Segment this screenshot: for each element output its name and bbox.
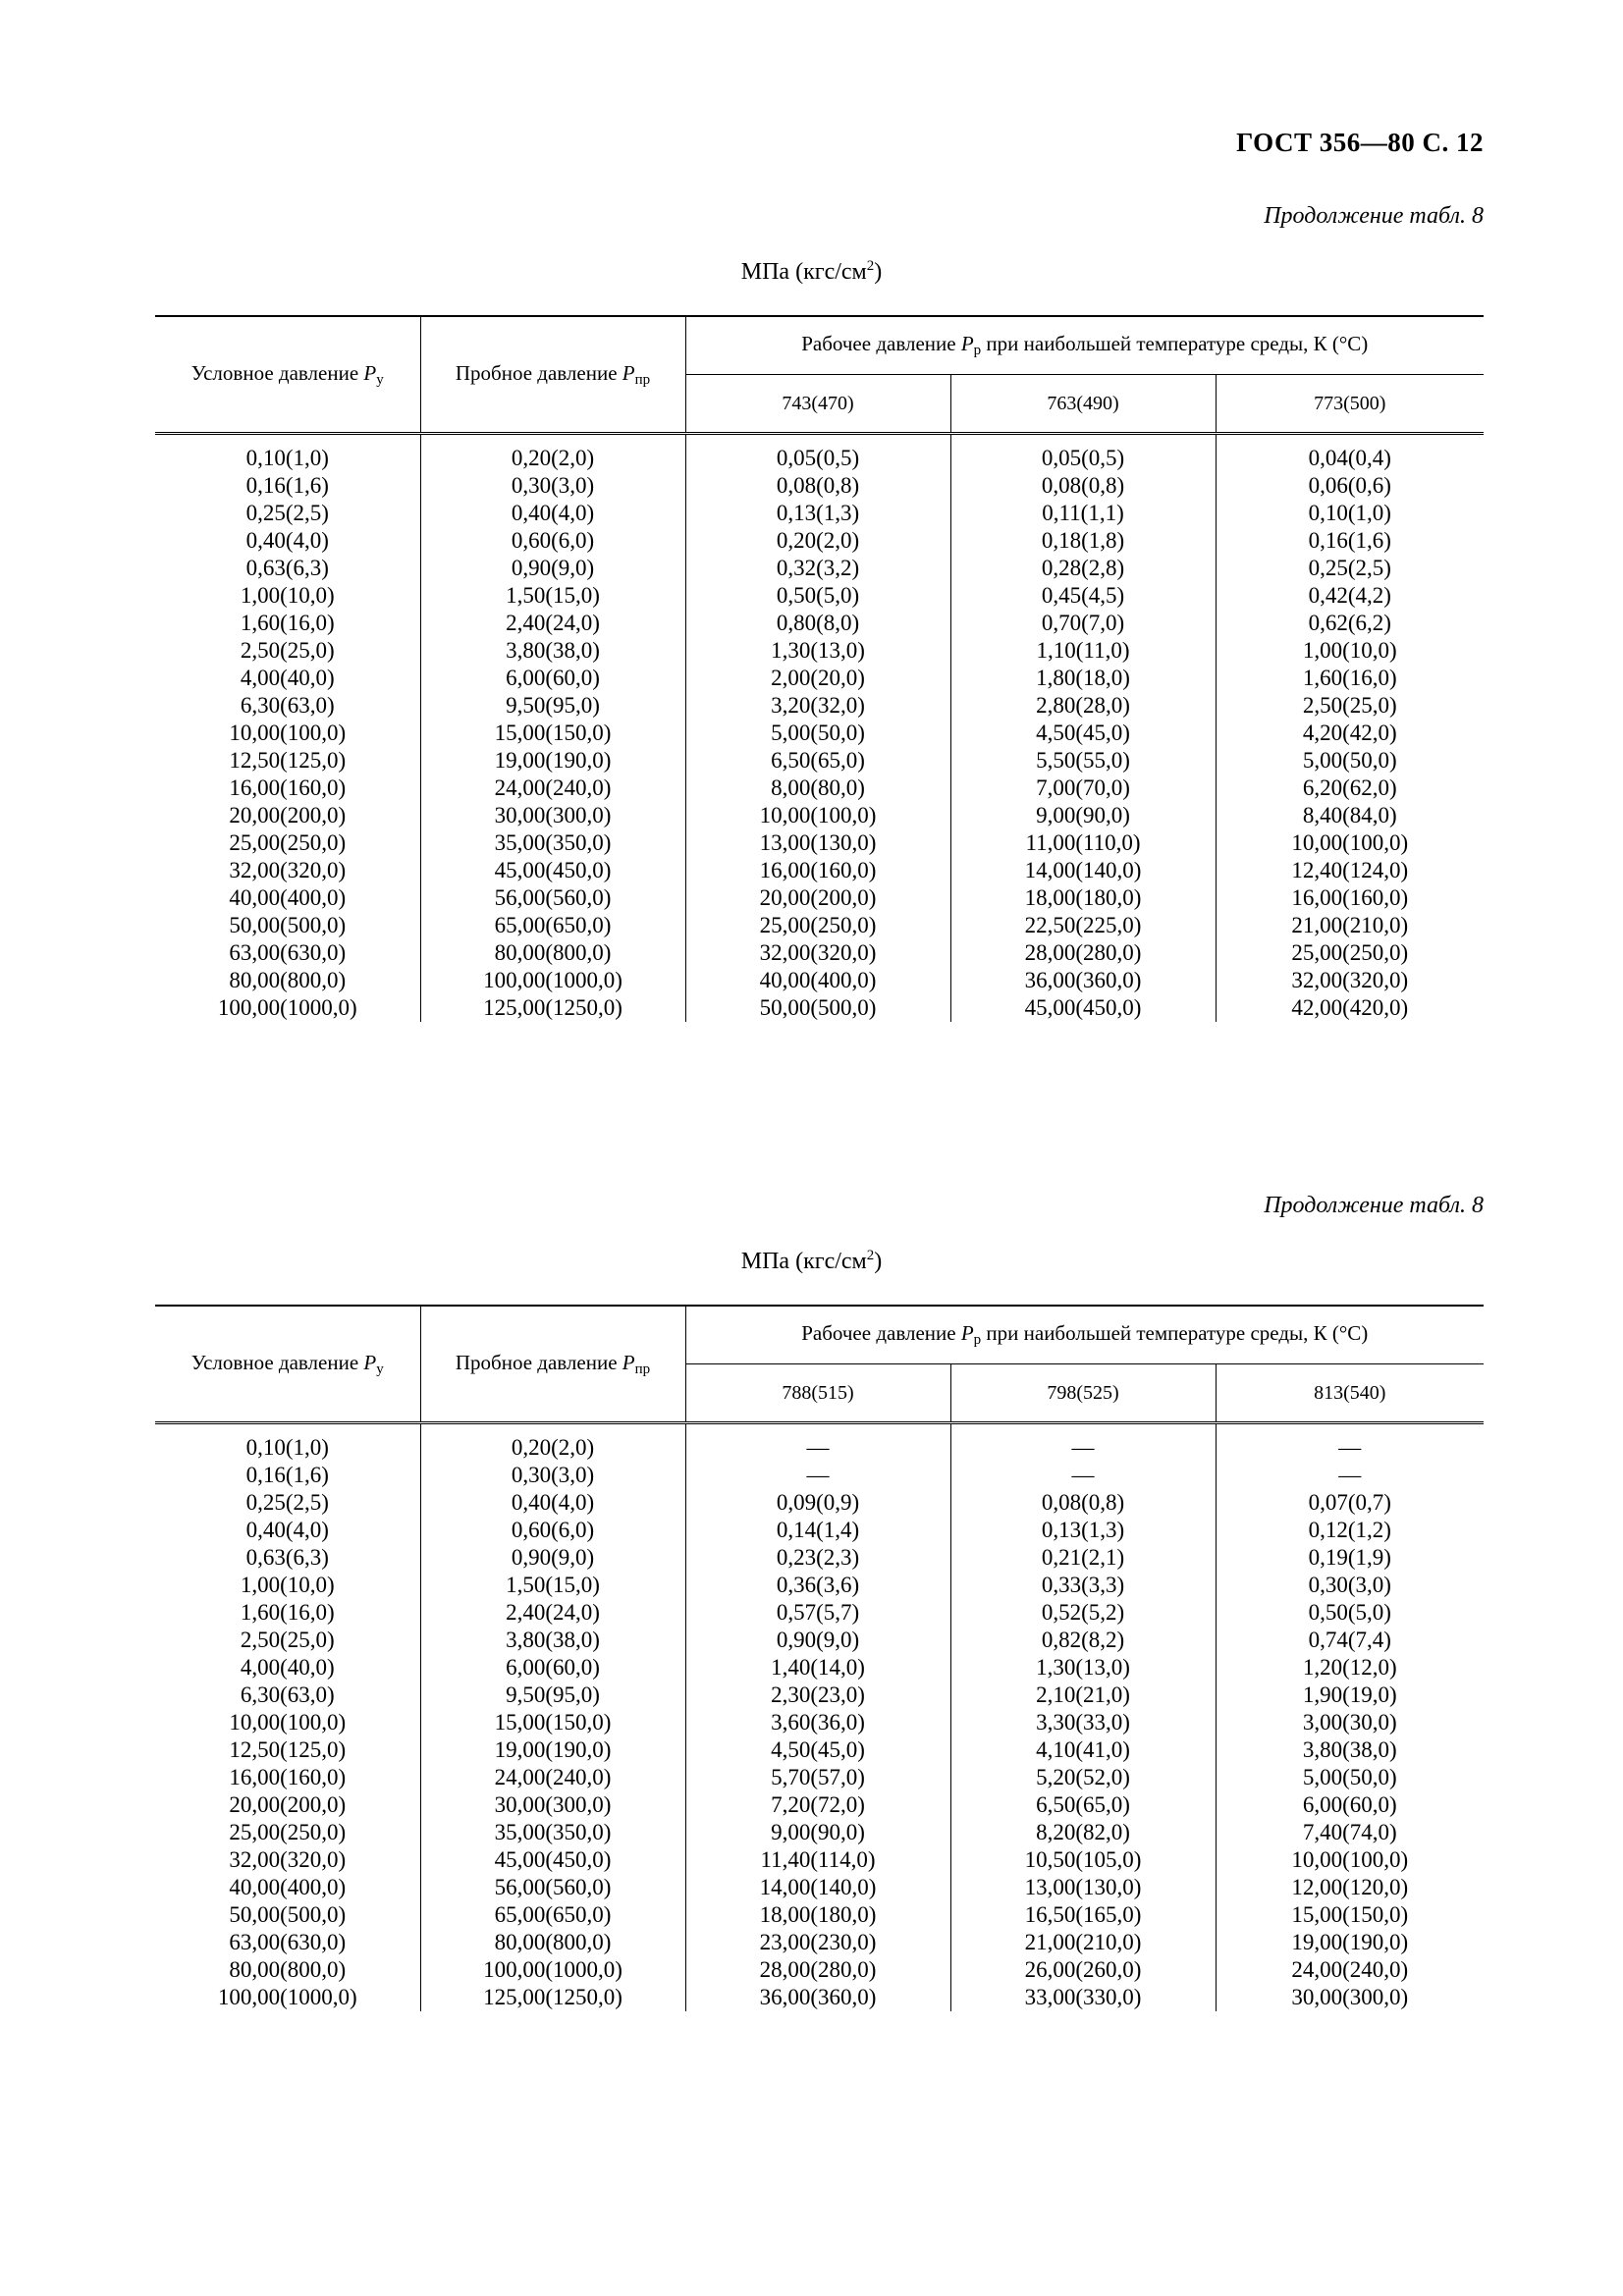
table-cell: 25,00(250,0) — [1216, 939, 1484, 967]
table-cell: 0,21(2,1) — [950, 1544, 1216, 1572]
table-cell: 0,10(1,0) — [1216, 500, 1484, 527]
table-cell: 0,40(4,0) — [420, 1489, 685, 1517]
table-cell: 0,16(1,6) — [1216, 527, 1484, 555]
table-cell: 28,00(280,0) — [685, 1956, 950, 1984]
table-cell: 12,50(125,0) — [229, 1737, 347, 1762]
table-cell: 0,08(0,8) — [685, 472, 950, 500]
table-cell: 45,00(450,0) — [420, 857, 685, 884]
table-cell: 10,50(105,0) — [950, 1846, 1216, 1874]
header-test-pressure: Пробное давление $P_{пр}$ — [420, 1306, 685, 1423]
table-cell: 0,19(1,9) — [1216, 1544, 1484, 1572]
table-cell: 5,00(50,0) — [1216, 747, 1484, 774]
table-cell: 20,00(200,0) — [685, 884, 950, 912]
table-cell: 1,60(16,0) — [240, 1600, 335, 1625]
table-cell: 80,00(800,0) — [229, 1957, 347, 1982]
table-body — [155, 1423, 1484, 2012]
table-cell: 10,00(100,0) — [229, 1710, 347, 1735]
table-cell: 0,70(7,0) — [950, 610, 1216, 637]
table-row — [155, 527, 1484, 555]
page-header: ГОСТ 356—80 С. 12 — [1236, 128, 1484, 157]
table-cell: 50,00(500,0) — [229, 913, 347, 937]
table-cell: 0,14(1,4) — [685, 1517, 950, 1544]
table-row — [155, 884, 1484, 912]
table-cell: 100,00(1000,0) — [217, 995, 357, 1020]
table-cell: 6,50(65,0) — [685, 747, 950, 774]
table-body — [155, 434, 1484, 1023]
temp-column-header: 788(515) — [685, 1364, 950, 1423]
table-cell: 36,00(360,0) — [950, 967, 1216, 994]
table-cell: 15,00(150,0) — [420, 720, 685, 747]
table-cell: 63,00(630,0) — [229, 940, 347, 965]
table-cell: 4,50(45,0) — [685, 1736, 950, 1764]
header-nominal-pressure: Условное давление $P_у$ — [155, 1306, 420, 1423]
table-cell: 2,30(23,0) — [685, 1682, 950, 1709]
table-cell: 6,00(60,0) — [420, 665, 685, 692]
temp-column-header: 763(490) — [950, 375, 1216, 434]
table-cell: 0,05(0,5) — [685, 434, 950, 473]
table-cell: 32,00(320,0) — [229, 1847, 347, 1872]
table-cell: 6,50(65,0) — [950, 1791, 1216, 1819]
table-cell: 9,50(95,0) — [420, 692, 685, 720]
table-cell: 15,00(150,0) — [1216, 1901, 1484, 1929]
table-cell: 3,00(30,0) — [1216, 1709, 1484, 1736]
table-cell: 1,30(13,0) — [950, 1654, 1216, 1682]
pressure-table-2 — [155, 1305, 1484, 2011]
table-cell: 3,80(38,0) — [420, 637, 685, 665]
continuation-note-2: Продолжение табл. 8 — [1264, 1193, 1484, 1218]
table-cell: 10,00(100,0) — [229, 721, 347, 745]
header-test-pressure: Пробное давление $P_{пр}$ — [420, 316, 685, 434]
table-cell: 2,80(28,0) — [950, 692, 1216, 720]
table-cell: 1,90(19,0) — [1216, 1682, 1484, 1709]
table-cell: 26,00(260,0) — [950, 1956, 1216, 1984]
table-cell: 0,08(0,8) — [950, 1489, 1216, 1517]
table-cell: 12,40(124,0) — [1216, 857, 1484, 884]
table-cell: 0,74(7,4) — [1216, 1627, 1484, 1654]
table-cell: 0,20(2,0) — [420, 1423, 685, 1463]
header-working-pressure: Рабочее давление $P_р$ при наибольшей температуре среды, К (°С) — [685, 316, 1484, 375]
table-row — [155, 1462, 1484, 1489]
table-cell: 0,09(0,9) — [685, 1489, 950, 1517]
table-cell: 0,12(1,2) — [1216, 1517, 1484, 1544]
table-cell: 56,00(560,0) — [420, 884, 685, 912]
table-cell: 19,00(190,0) — [1216, 1929, 1484, 1956]
table-row — [155, 610, 1484, 637]
table-cell: 0,25(2,5) — [245, 1490, 329, 1515]
temp-column-header: 743(470) — [685, 375, 950, 434]
table-row — [155, 1544, 1484, 1572]
table-cell: 3,60(36,0) — [685, 1709, 950, 1736]
table-cell: 14,00(140,0) — [685, 1874, 950, 1901]
table-cell: 16,00(160,0) — [1216, 884, 1484, 912]
table-cell: 0,25(2,5) — [1216, 555, 1484, 582]
table-cell: 1,10(11,0) — [950, 637, 1216, 665]
table-cell: 32,00(320,0) — [685, 939, 950, 967]
table-cell: 35,00(350,0) — [420, 829, 685, 857]
table-cell: 25,00(250,0) — [229, 830, 347, 855]
table-cell: 0,08(0,8) — [950, 472, 1216, 500]
table-cell: 5,50(55,0) — [950, 747, 1216, 774]
table-cell: 0,06(0,6) — [1216, 472, 1484, 500]
table-cell: 21,00(210,0) — [950, 1929, 1216, 1956]
table-cell: 0,90(9,0) — [420, 1544, 685, 1572]
table-cell: 40,00(400,0) — [229, 885, 347, 910]
table-row — [155, 720, 1484, 747]
table-cell: 0,57(5,7) — [685, 1599, 950, 1627]
table-cell: 0,90(9,0) — [420, 555, 685, 582]
table-cell: 2,50(25,0) — [240, 1628, 335, 1652]
table-cell: 125,00(1250,0) — [420, 1984, 685, 2011]
table-row — [155, 747, 1484, 774]
table-cell: 4,00(40,0) — [240, 666, 335, 690]
table-cell: 1,50(15,0) — [420, 582, 685, 610]
table-cell: 24,00(240,0) — [1216, 1956, 1484, 1984]
table-cell: 0,33(3,3) — [950, 1572, 1216, 1599]
table-row — [155, 1709, 1484, 1736]
table-cell: 50,00(500,0) — [229, 1902, 347, 1927]
table-cell: 30,00(300,0) — [1216, 1984, 1484, 2011]
table-cell: 50,00(500,0) — [685, 994, 950, 1022]
table-cell: 4,50(45,0) — [950, 720, 1216, 747]
table-cell: 10,00(100,0) — [1216, 829, 1484, 857]
table-cell: 0,32(3,2) — [685, 555, 950, 582]
table-cell: 6,20(62,0) — [1216, 774, 1484, 802]
table-cell: 8,00(80,0) — [685, 774, 950, 802]
table-cell: 9,00(90,0) — [950, 802, 1216, 829]
table-row — [155, 994, 1484, 1022]
table-cell: 13,00(130,0) — [950, 1874, 1216, 1901]
table-cell: 2,50(25,0) — [240, 638, 335, 663]
table-cell: 33,00(330,0) — [950, 1984, 1216, 2011]
table-cell: 7,00(70,0) — [950, 774, 1216, 802]
table-cell: 65,00(650,0) — [420, 1901, 685, 1929]
table-cell: 100,00(1000,0) — [217, 1985, 357, 2009]
table-cell: 0,20(2,0) — [685, 527, 950, 555]
table-cell: 2,40(24,0) — [420, 610, 685, 637]
table-cell: 7,20(72,0) — [685, 1791, 950, 1819]
table-row — [155, 1819, 1484, 1846]
table-cell: 28,00(280,0) — [950, 939, 1216, 967]
table-cell: 1,50(15,0) — [420, 1572, 685, 1599]
table-row — [155, 829, 1484, 857]
table-cell: 0,60(6,0) — [420, 1517, 685, 1544]
table-cell: 5,00(50,0) — [1216, 1764, 1484, 1791]
table-cell: 0,10(1,0) — [245, 1435, 329, 1460]
temp-column-header: 773(500) — [1216, 375, 1484, 434]
table-cell: 45,00(450,0) — [420, 1846, 685, 1874]
table-cell: 42,00(420,0) — [1216, 994, 1484, 1022]
table-row — [155, 1929, 1484, 1956]
table-cell: 32,00(320,0) — [229, 858, 347, 882]
table-cell: 16,00(160,0) — [229, 775, 347, 800]
table-row — [155, 665, 1484, 692]
table-cell: 65,00(650,0) — [420, 912, 685, 939]
table-cell: 12,00(120,0) — [1216, 1874, 1484, 1901]
header-working-pressure: Рабочее давление $P_р$ при наибольшей температуре среды, К (°С) — [685, 1306, 1484, 1364]
table-cell: 36,00(360,0) — [685, 1984, 950, 2011]
table-cell: 25,00(250,0) — [229, 1820, 347, 1844]
table-cell: 63,00(630,0) — [229, 1930, 347, 1954]
table-cell: 0,30(3,0) — [420, 1462, 685, 1489]
table-row — [155, 1984, 1484, 2011]
table-cell: 0,13(1,3) — [685, 500, 950, 527]
table-cell: 20,00(200,0) — [229, 1792, 347, 1817]
table-row — [155, 967, 1484, 994]
table-row — [155, 774, 1484, 802]
table-row — [155, 1874, 1484, 1901]
table-cell: 0,20(2,0) — [420, 434, 685, 473]
table-cell: 16,50(165,0) — [950, 1901, 1216, 1929]
table-cell: 13,00(130,0) — [685, 829, 950, 857]
table-cell: 15,00(150,0) — [420, 1709, 685, 1736]
table-cell: 125,00(1250,0) — [420, 994, 685, 1022]
table-cell: 56,00(560,0) — [420, 1874, 685, 1901]
table-row — [155, 1599, 1484, 1627]
table-cell: 0,07(0,7) — [1216, 1489, 1484, 1517]
table-cell: 9,50(95,0) — [420, 1682, 685, 1709]
table-row — [155, 1846, 1484, 1874]
header-nominal-pressure: Условное давление $P_у$ — [155, 316, 420, 434]
table-cell: 2,40(24,0) — [420, 1599, 685, 1627]
table-row — [155, 1572, 1484, 1599]
table-cell: 0,05(0,5) — [950, 434, 1216, 473]
table-cell: — — [950, 1423, 1216, 1463]
table-cell: — — [950, 1462, 1216, 1489]
table-cell: 40,00(400,0) — [685, 967, 950, 994]
table-row — [155, 582, 1484, 610]
table-cell: 0,90(9,0) — [685, 1627, 950, 1654]
table-row — [155, 500, 1484, 527]
table-cell: 45,00(450,0) — [950, 994, 1216, 1022]
table-row — [155, 472, 1484, 500]
table-cell: 5,00(50,0) — [685, 720, 950, 747]
table-cell: 0,16(1,6) — [245, 1463, 329, 1487]
table-cell: 21,00(210,0) — [1216, 912, 1484, 939]
table-row — [155, 434, 1484, 473]
table-cell: 1,00(10,0) — [240, 583, 335, 608]
table-cell: 35,00(350,0) — [420, 1819, 685, 1846]
table-cell: — — [1216, 1462, 1484, 1489]
units-label-1: МПа $(кгс/см^2)$ — [740, 258, 883, 285]
table-cell: 1,20(12,0) — [1216, 1654, 1484, 1682]
table-row — [155, 555, 1484, 582]
pressure-table-1 — [155, 315, 1484, 1022]
table-row — [155, 857, 1484, 884]
table-cell: 0,62(6,2) — [1216, 610, 1484, 637]
table-cell: 0,82(8,2) — [950, 1627, 1216, 1654]
table-cell: 0,42(4,2) — [1216, 582, 1484, 610]
table-cell: — — [685, 1423, 950, 1463]
table-cell: 9,00(90,0) — [685, 1819, 950, 1846]
table-cell: 0,63(6,3) — [245, 1545, 329, 1570]
table-cell: 1,00(10,0) — [240, 1573, 335, 1597]
table-cell: 19,00(190,0) — [420, 1736, 685, 1764]
table-cell: 0,28(2,8) — [950, 555, 1216, 582]
table-cell: 10,00(100,0) — [685, 802, 950, 829]
table-cell: 0,11(1,1) — [950, 500, 1216, 527]
table-row — [155, 1901, 1484, 1929]
table-cell: 0,16(1,6) — [245, 473, 329, 498]
table-cell: 0,13(1,3) — [950, 1517, 1216, 1544]
table-cell: 0,04(0,4) — [1216, 434, 1484, 473]
table-cell: 6,30(63,0) — [240, 693, 335, 718]
table-cell: 2,50(25,0) — [1216, 692, 1484, 720]
table-cell: 7,40(74,0) — [1216, 1819, 1484, 1846]
table-cell: 80,00(800,0) — [420, 939, 685, 967]
table-cell: 0,63(6,3) — [245, 556, 329, 580]
table-row — [155, 1423, 1484, 1463]
table-cell: 11,00(110,0) — [950, 829, 1216, 857]
units-label-2: МПа $(кгс/см^2)$ — [740, 1248, 883, 1274]
table-cell: 5,20(52,0) — [950, 1764, 1216, 1791]
table-row — [155, 1517, 1484, 1544]
table-cell: 10,00(100,0) — [1216, 1846, 1484, 1874]
table-cell: 40,00(400,0) — [229, 1875, 347, 1899]
table-cell: 12,50(125,0) — [229, 748, 347, 773]
table-row — [155, 1764, 1484, 1791]
table-cell: — — [1216, 1423, 1484, 1463]
table-row — [155, 1654, 1484, 1682]
table-cell: 100,00(1000,0) — [420, 1956, 685, 1984]
table-cell: 0,45(4,5) — [950, 582, 1216, 610]
table-cell: 6,00(60,0) — [420, 1654, 685, 1682]
table-row — [155, 637, 1484, 665]
table-cell: 0,10(1,0) — [245, 446, 329, 470]
table-row — [155, 802, 1484, 829]
table-row — [155, 1956, 1484, 1984]
table-cell: 4,20(42,0) — [1216, 720, 1484, 747]
table-cell: 4,00(40,0) — [240, 1655, 335, 1680]
temp-column-header: 798(525) — [950, 1364, 1216, 1423]
table-cell: 0,30(3,0) — [1216, 1572, 1484, 1599]
table-cell: 6,30(63,0) — [240, 1682, 335, 1707]
table-cell: 1,60(16,0) — [1216, 665, 1484, 692]
table-cell: 32,00(320,0) — [1216, 967, 1484, 994]
table-cell: 1,30(13,0) — [685, 637, 950, 665]
table-cell: 0,40(4,0) — [245, 1518, 329, 1542]
table-cell: 0,23(2,3) — [685, 1544, 950, 1572]
table-cell: 5,70(57,0) — [685, 1764, 950, 1791]
table-row — [155, 692, 1484, 720]
table-cell: 24,00(240,0) — [420, 1764, 685, 1791]
table-cell: 0,40(4,0) — [420, 500, 685, 527]
table-cell: 14,00(140,0) — [950, 857, 1216, 884]
table-cell: 0,36(3,6) — [685, 1572, 950, 1599]
table-row — [155, 939, 1484, 967]
table-row — [155, 1627, 1484, 1654]
table-cell: 0,18(1,8) — [950, 527, 1216, 555]
table-row — [155, 1489, 1484, 1517]
table-cell: 16,00(160,0) — [685, 857, 950, 884]
table-cell: 0,50(5,0) — [685, 582, 950, 610]
table-cell: 0,52(5,2) — [950, 1599, 1216, 1627]
table-cell: 0,25(2,5) — [245, 501, 329, 525]
table-cell: 18,00(180,0) — [685, 1901, 950, 1929]
temp-column-header: 813(540) — [1216, 1364, 1484, 1423]
table-cell: 19,00(190,0) — [420, 747, 685, 774]
table-cell: 0,80(8,0) — [685, 610, 950, 637]
table-cell: 0,30(3,0) — [420, 472, 685, 500]
table-cell: 0,60(6,0) — [420, 527, 685, 555]
table-cell: 3,30(33,0) — [950, 1709, 1216, 1736]
table-cell: 24,00(240,0) — [420, 774, 685, 802]
table-cell: 8,40(84,0) — [1216, 802, 1484, 829]
table-cell: 1,60(16,0) — [240, 611, 335, 635]
table-cell: 18,00(180,0) — [950, 884, 1216, 912]
table-cell: 30,00(300,0) — [420, 1791, 685, 1819]
table-cell: 1,80(18,0) — [950, 665, 1216, 692]
table-cell: 4,10(41,0) — [950, 1736, 1216, 1764]
table-cell: 22,50(225,0) — [950, 912, 1216, 939]
table-cell: 0,50(5,0) — [1216, 1599, 1484, 1627]
table-cell: 11,40(114,0) — [685, 1846, 950, 1874]
table-cell: 30,00(300,0) — [420, 802, 685, 829]
table-row — [155, 1682, 1484, 1709]
table-cell: 1,00(10,0) — [1216, 637, 1484, 665]
continuation-note-1: Продолжение табл. 8 — [1264, 203, 1484, 229]
table-row — [155, 1791, 1484, 1819]
table-cell: 80,00(800,0) — [229, 968, 347, 992]
table-cell: 0,40(4,0) — [245, 528, 329, 553]
table-cell: 3,20(32,0) — [685, 692, 950, 720]
table-cell: 2,00(20,0) — [685, 665, 950, 692]
table-cell: 20,00(200,0) — [229, 803, 347, 828]
table-cell: 2,10(21,0) — [950, 1682, 1216, 1709]
table-cell: 6,00(60,0) — [1216, 1791, 1484, 1819]
table-cell: 25,00(250,0) — [685, 912, 950, 939]
table-cell: 8,20(82,0) — [950, 1819, 1216, 1846]
table-cell: 100,00(1000,0) — [420, 967, 685, 994]
table-row — [155, 912, 1484, 939]
table-cell: — — [685, 1462, 950, 1489]
table-cell: 3,80(38,0) — [420, 1627, 685, 1654]
table-row — [155, 1736, 1484, 1764]
table-cell: 80,00(800,0) — [420, 1929, 685, 1956]
table-cell: 1,40(14,0) — [685, 1654, 950, 1682]
table-cell: 3,80(38,0) — [1216, 1736, 1484, 1764]
table-cell: 16,00(160,0) — [229, 1765, 347, 1789]
table-cell: 23,00(230,0) — [685, 1929, 950, 1956]
